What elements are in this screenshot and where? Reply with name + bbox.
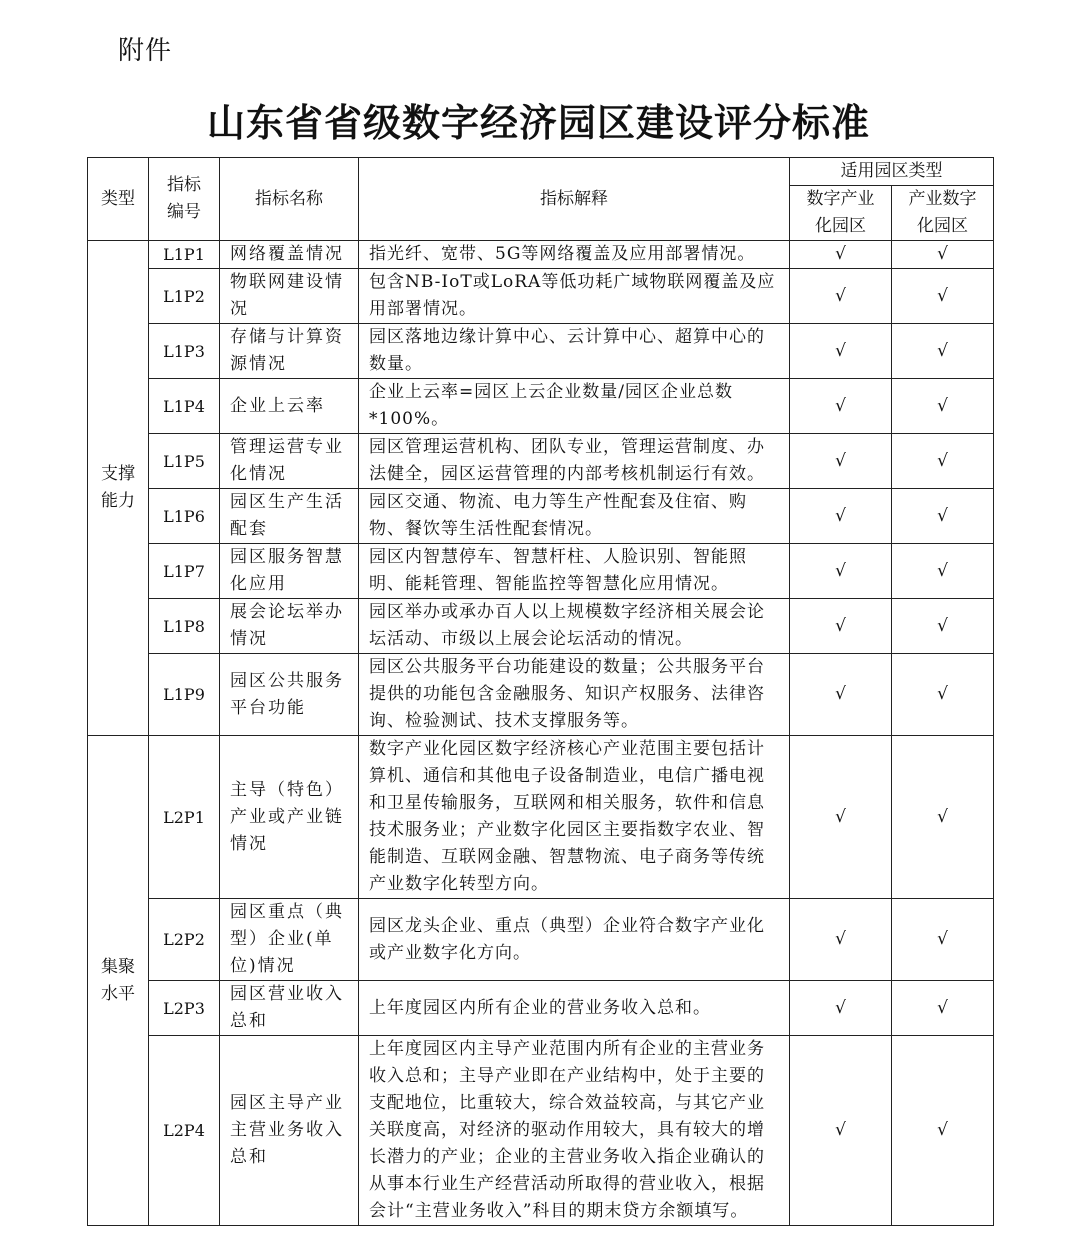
table-row	[88, 241, 994, 269]
header-col-a: 数字产业 化园区	[790, 186, 892, 241]
table-row	[88, 489, 994, 544]
header-code: 指标 编号	[149, 158, 220, 241]
check-digital-industrialization: √	[790, 599, 892, 654]
indicator-description: 上年度园区内主导产业范围内所有企业的主营业务收入总和；主导产业即在产业结构中，处于主要的支配地位，比重较大，综合效益较高，与其它产业关联度高，对经济的驱动作用较大，具有较大的增长潜力的产业；企业的主营业务收入指企业确认的从事本行业生产经营活动所取得的营业收入，根据会计“主营业务收入”科目的期末贷方余额填写。	[359, 1036, 790, 1226]
indicator-description: 企业上云率=园区上云企业数量/园区企业总数*100%。	[359, 379, 790, 434]
indicator-name: 园区服务智慧化应用	[220, 544, 359, 599]
check-digital-industrialization: √	[790, 324, 892, 379]
check-industrial-digitalization: √	[892, 736, 994, 899]
indicator-name: 管理运营专业化情况	[220, 434, 359, 489]
indicator-description: 园区管理运营机构、团队专业，管理运营制度、办法健全，园区运营管理的内部考核机制运行有效。	[359, 434, 790, 489]
table-row	[88, 544, 994, 599]
check-industrial-digitalization: √	[892, 544, 994, 599]
indicator-description: 指光纤、宽带、5G等网络覆盖及应用部署情况。	[359, 241, 790, 269]
indicator-description: 园区龙头企业、重点（典型）企业符合数字产业化或产业数字化方向。	[359, 899, 790, 981]
indicator-name: 园区营业收入总和	[220, 981, 359, 1036]
indicator-code: L1P3	[149, 324, 220, 379]
indicator-description: 园区交通、物流、电力等生产性配套及住宿、购物、餐饮等生活性配套情况。	[359, 489, 790, 544]
indicator-code: L1P4	[149, 379, 220, 434]
check-industrial-digitalization: √	[892, 654, 994, 736]
indicator-code: L2P4	[149, 1036, 220, 1226]
check-digital-industrialization: √	[790, 544, 892, 599]
group-type: 支撑 能力	[88, 241, 149, 736]
indicator-name: 存储与计算资源情况	[220, 324, 359, 379]
page-title: 山东省省级数字经济园区建设评分标准	[206, 100, 870, 145]
indicator-code: L1P2	[149, 269, 220, 324]
indicator-description: 数字产业化园区数字经济核心产业范围主要包括计算机、通信和其他电子设备制造业，电信广播电视和卫星传输服务，互联网和相关服务，软件和信息技术服务业；产业数字化园区主要指数字农业、智能制造、互联网金融、智慧物流、电子商务等传统产业数字化转型方向。	[359, 736, 790, 899]
indicator-code: L2P3	[149, 981, 220, 1036]
check-industrial-digitalization: √	[892, 379, 994, 434]
check-industrial-digitalization: √	[892, 599, 994, 654]
check-digital-industrialization: √	[790, 899, 892, 981]
indicator-name: 主导（特色）产业或产业链情况	[220, 736, 359, 899]
check-industrial-digitalization: √	[892, 981, 994, 1036]
header-type: 类型	[88, 158, 149, 241]
indicator-description: 园区公共服务平台功能建设的数量；公共服务平台提供的功能包含金融服务、知识产权服务、法律咨询、检验测试、技术支撑服务等。	[359, 654, 790, 736]
indicator-name: 园区公共服务平台功能	[220, 654, 359, 736]
check-industrial-digitalization: √	[892, 489, 994, 544]
indicator-name: 展会论坛举办情况	[220, 599, 359, 654]
indicator-code: L1P1	[149, 241, 220, 269]
indicator-description: 园区内智慧停车、智慧杆柱、人脸识别、智能照明、能耗管理、智能监控等智慧化应用情况。	[359, 544, 790, 599]
table-row	[88, 899, 994, 981]
indicator-name: 园区主导产业主营业务收入总和	[220, 1036, 359, 1226]
indicator-name: 网络覆盖情况	[220, 241, 359, 269]
check-digital-industrialization: √	[790, 981, 892, 1036]
check-digital-industrialization: √	[790, 489, 892, 544]
indicator-code: L2P2	[149, 899, 220, 981]
scoring-table	[87, 157, 994, 1226]
header-applicable: 适用园区类型	[790, 158, 994, 186]
table-row	[88, 599, 994, 654]
indicator-name: 园区生产生活配套	[220, 489, 359, 544]
header-col-b: 产业数字 化园区	[892, 186, 994, 241]
indicator-description: 园区举办或承办百人以上规模数字经济相关展会论坛活动、市级以上展会论坛活动的情况。	[359, 599, 790, 654]
table-row	[88, 434, 994, 489]
check-digital-industrialization: √	[790, 379, 892, 434]
indicator-description: 园区落地边缘计算中心、云计算中心、超算中心的数量。	[359, 324, 790, 379]
table-row	[88, 379, 994, 434]
indicator-name: 物联网建设情况	[220, 269, 359, 324]
check-industrial-digitalization: √	[892, 241, 994, 269]
check-industrial-digitalization: √	[892, 324, 994, 379]
indicator-code: L1P6	[149, 489, 220, 544]
group-type: 集聚 水平	[88, 736, 149, 1226]
indicator-description: 包含NB-IoT或LoRA等低功耗广域物联网覆盖及应用部署情况。	[359, 269, 790, 324]
indicator-name: 园区重点（典型）企业(单位)情况	[220, 899, 359, 981]
table-row	[88, 981, 994, 1036]
check-digital-industrialization: √	[790, 654, 892, 736]
check-industrial-digitalization: √	[892, 269, 994, 324]
table-row	[88, 269, 994, 324]
check-industrial-digitalization: √	[892, 899, 994, 981]
indicator-code: L1P8	[149, 599, 220, 654]
attachment-label: 附件	[118, 36, 173, 66]
indicator-code: L1P5	[149, 434, 220, 489]
check-industrial-digitalization: √	[892, 434, 994, 489]
check-digital-industrialization: √	[790, 736, 892, 899]
header-desc: 指标解释	[359, 158, 790, 241]
indicator-code: L1P9	[149, 654, 220, 736]
check-digital-industrialization: √	[790, 1036, 892, 1226]
indicator-description: 上年度园区内所有企业的营业务收入总和。	[359, 981, 790, 1036]
check-digital-industrialization: √	[790, 269, 892, 324]
check-digital-industrialization: √	[790, 241, 892, 269]
table-row	[88, 1036, 994, 1226]
table-row	[88, 324, 994, 379]
check-industrial-digitalization: √	[892, 1036, 994, 1226]
table-row	[88, 654, 994, 736]
header-name: 指标名称	[220, 158, 359, 241]
check-digital-industrialization: √	[790, 434, 892, 489]
indicator-code: L2P1	[149, 736, 220, 899]
indicator-name: 企业上云率	[220, 379, 359, 434]
table-row	[88, 736, 994, 899]
indicator-code: L1P7	[149, 544, 220, 599]
